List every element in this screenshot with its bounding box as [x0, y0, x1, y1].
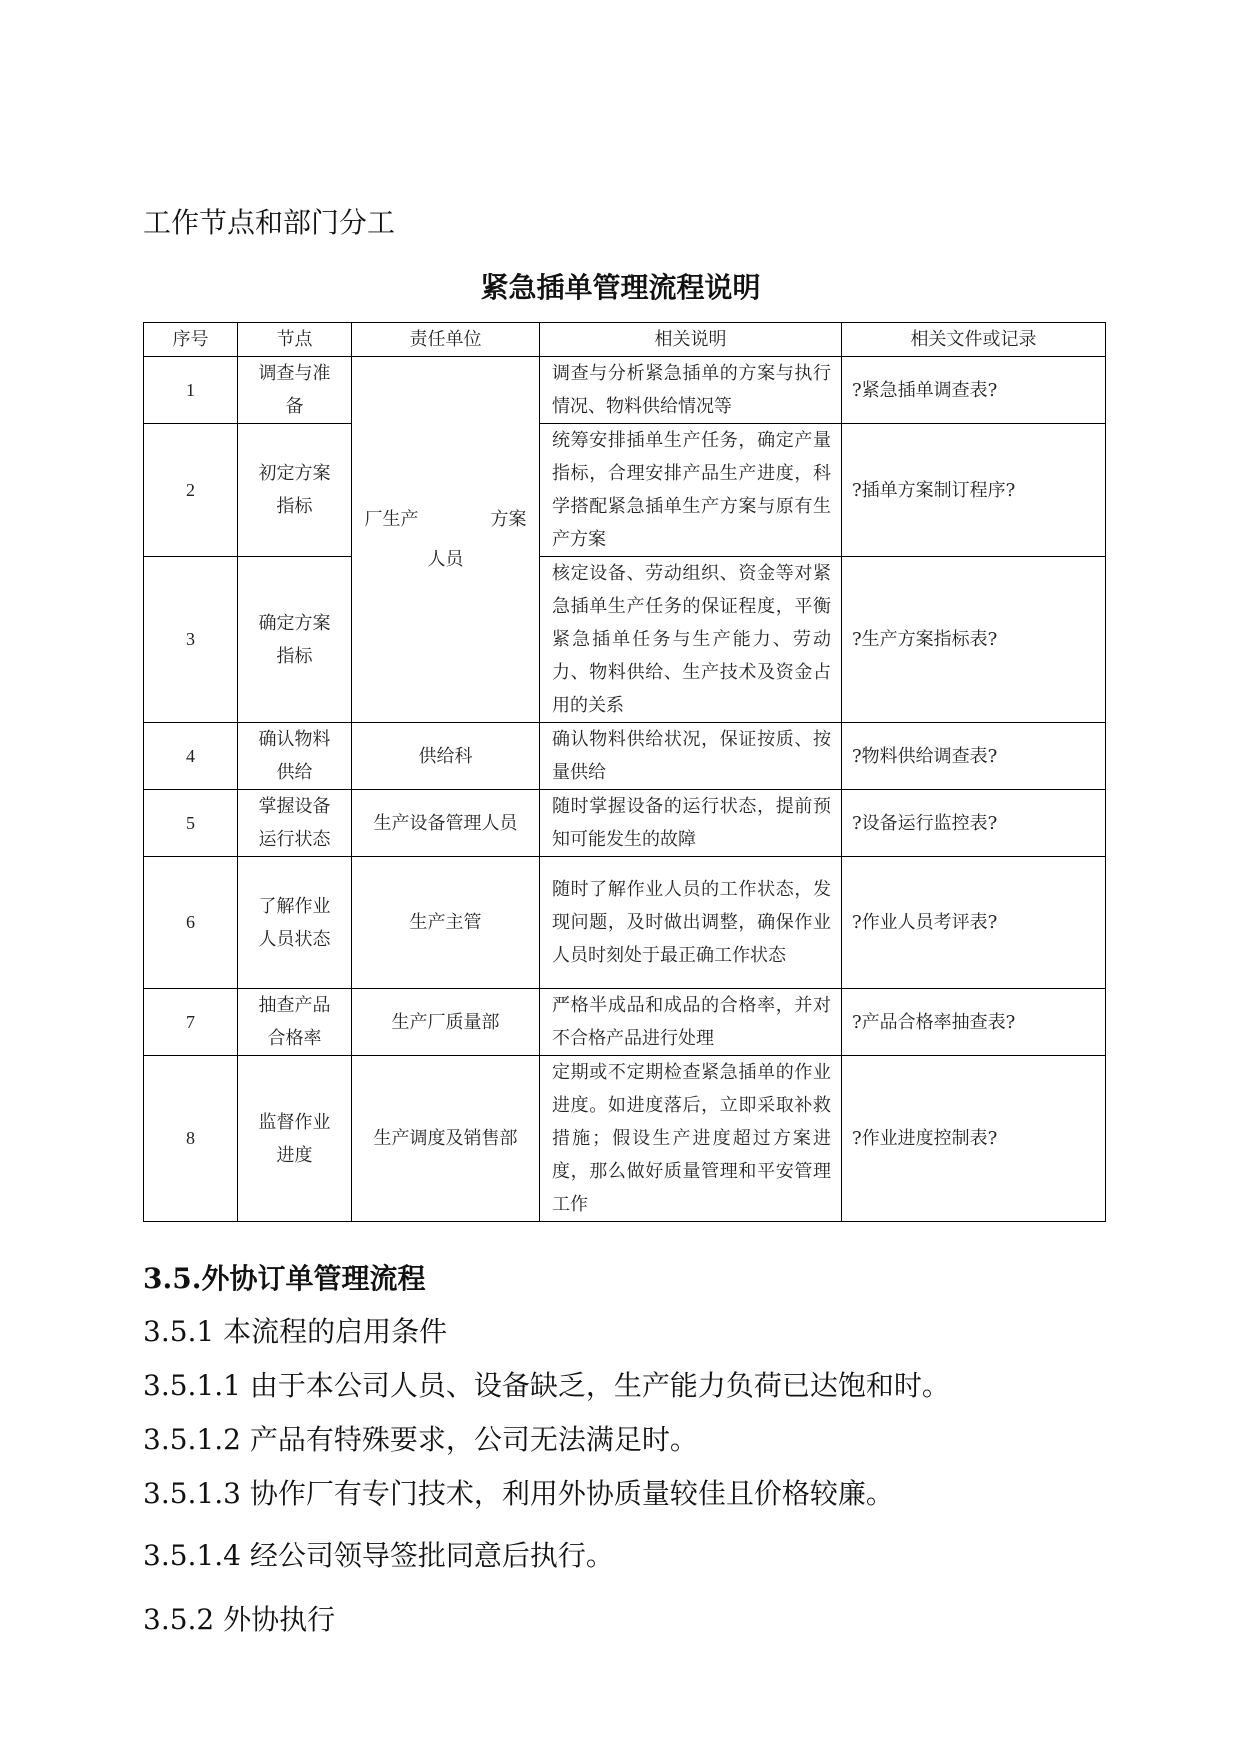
row-document: ?紧急插单调查表? — [842, 357, 1106, 424]
row-document: ?产品合格率抽查表? — [842, 989, 1106, 1056]
table-title: 紧急插单管理流程说明 — [480, 271, 761, 304]
table-row — [144, 790, 1106, 857]
row-seq: 5 — [144, 790, 238, 857]
table-row — [144, 557, 1106, 723]
subsection-heading: 3.5.2 外协执行 — [143, 1603, 336, 1636]
table-row — [144, 1056, 1106, 1222]
row-description: 随时掌握设备的运行状态，提前预知可能发生的故障 — [540, 790, 842, 857]
table-row — [144, 424, 1106, 557]
row-responsible-merged: 厂生产 方案人员 — [352, 357, 540, 723]
intro-title: 工作节点和部门分工 — [143, 206, 396, 239]
subsection-heading: 3.5.1 本流程的启用条件 — [143, 1315, 448, 1348]
row-description: 定期或不定期检查紧急插单的作业进度。如进度落后，立即采取补救措施；假设生产进度超过方案进度，那么做好质量管理和平安管理工作 — [540, 1056, 842, 1222]
row-seq: 7 — [144, 989, 238, 1056]
row-description: 调查与分析紧急插单的方案与执行情况、物料供给情况等 — [540, 357, 842, 424]
row-responsible: 生产厂质量部 — [352, 989, 540, 1056]
row-responsible: 供给科 — [352, 723, 540, 790]
row-seq: 2 — [144, 424, 238, 557]
row-node: 监督作业进度 — [238, 1056, 352, 1222]
table-row — [144, 723, 1106, 790]
row-seq: 1 — [144, 357, 238, 424]
table-row — [144, 857, 1106, 989]
row-node: 调查与准备 — [238, 357, 352, 424]
row-document: ?作业进度控制表? — [842, 1056, 1106, 1222]
table-row — [144, 989, 1106, 1056]
header-node: 节点 — [238, 323, 352, 357]
condition-item: 3.5.1.2 产品有特殊要求，公司无法满足时。 — [143, 1423, 698, 1456]
condition-item: 3.5.1.3 协作厂有专门技术，利用外协质量较佳且价格较廉。 — [143, 1477, 894, 1510]
table-row — [144, 357, 1106, 424]
row-document: ?作业人员考评表? — [842, 857, 1106, 989]
row-seq: 4 — [144, 723, 238, 790]
row-responsible: 生产主管 — [352, 857, 540, 989]
header-description: 相关说明 — [540, 323, 842, 357]
process-table — [143, 322, 1106, 1222]
header-seq: 序号 — [144, 323, 238, 357]
section-heading: 3.5.外协订单管理流程 — [143, 1262, 426, 1295]
row-description: 随时了解作业人员的工作状态，发现问题，及时做出调整，确保作业人员时刻处于最正确工作状态 — [540, 857, 842, 989]
row-document: ?插单方案制订程序? — [842, 424, 1106, 557]
table-header-row — [144, 323, 1106, 357]
row-node: 了解作业人员状态 — [238, 857, 352, 989]
header-documents: 相关文件或记录 — [842, 323, 1106, 357]
row-description: 严格半成品和成品的合格率，并对不合格产品进行处理 — [540, 989, 842, 1056]
row-document: ?设备运行监控表? — [842, 790, 1106, 857]
row-description: 核定设备、劳动组织、资金等对紧急插单生产任务的保证程度，平衡紧急插单任务与生产能力、劳动力、物料供给、生产技术及资金占用的关系 — [540, 557, 842, 723]
condition-item: 3.5.1.1 由于本公司人员、设备缺乏，生产能力负荷已达饱和时。 — [143, 1369, 950, 1402]
row-node: 确认物料供给 — [238, 723, 352, 790]
row-responsible: 生产设备管理人员 — [352, 790, 540, 857]
row-document: ?生产方案指标表? — [842, 557, 1106, 723]
row-description: 确认物料供给状况，保证按质、按量供给 — [540, 723, 842, 790]
row-description: 统筹安排插单生产任务，确定产量指标，合理安排产品生产进度，科学搭配紧急插单生产方案与原有生产方案 — [540, 424, 842, 557]
row-node: 掌握设备运行状态 — [238, 790, 352, 857]
row-seq: 3 — [144, 557, 238, 723]
condition-item: 3.5.1.4 经公司领导签批同意后执行。 — [143, 1539, 614, 1572]
row-seq: 8 — [144, 1056, 238, 1222]
row-seq: 6 — [144, 857, 238, 989]
process-table-container — [143, 322, 1105, 1222]
row-node: 初定方案指标 — [238, 424, 352, 557]
row-document: ?物料供给调查表? — [842, 723, 1106, 790]
row-responsible: 生产调度及销售部 — [352, 1056, 540, 1222]
header-responsible: 责任单位 — [352, 323, 540, 357]
row-node: 抽查产品合格率 — [238, 989, 352, 1056]
row-node: 确定方案指标 — [238, 557, 352, 723]
